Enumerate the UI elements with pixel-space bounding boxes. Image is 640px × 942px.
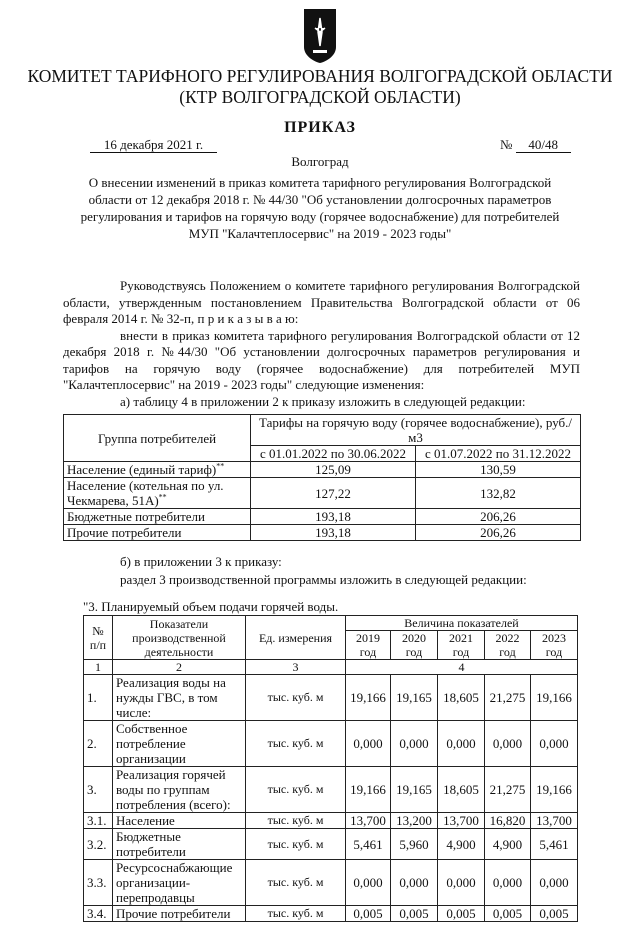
org-short-name: (КТР ВОЛГОГРАДСКОЙ ОБЛАСТИ)	[179, 87, 461, 107]
indicator-value: 0,000	[531, 860, 578, 906]
indicator-value: 13,700	[531, 813, 578, 829]
indicator-value: 0,000	[485, 860, 531, 906]
colnum: 4	[346, 660, 578, 675]
row-number: 1.	[84, 675, 113, 721]
group-name: Бюджетные потребители	[67, 509, 205, 524]
year-header: 2020 год	[391, 631, 438, 660]
header-period-1: с 01.01.2022 по 30.06.2022	[251, 446, 416, 462]
indicator-value: 0,000	[531, 721, 578, 767]
indicator-value: 0,000	[438, 721, 485, 767]
indicator-name: Реализация воды на нужды ГВС, в том числе:	[113, 675, 246, 721]
indicator-value: 0,000	[391, 860, 438, 906]
indicator-name: Реализация горячей воды по группам потребления (всего):	[113, 767, 246, 813]
paragraph-order: внести в приказ комитета тарифного регулирования Волгоградской области от 12 декабря 2018 г. №44/30 "Об установлении долгосрочных параметров регулирования и тарифов на горячую воду (горячее водоснабжение) для потребителей МУП "Калачтеплосервис" на 2019 - 2023 годы" следующие изменения:	[63, 327, 580, 392]
indicator-value: 21,275	[485, 767, 531, 813]
colnum: 3	[246, 660, 346, 675]
indicator-value: 19,166	[346, 767, 391, 813]
tariff-value: 193,18	[251, 525, 416, 541]
year-header: 2022 год	[485, 631, 531, 660]
indicator-value: 13,700	[438, 813, 485, 829]
year-header: 2023 год	[531, 631, 578, 660]
indicator-value: 0,005	[531, 906, 578, 922]
unit: тыс. куб. м	[246, 829, 346, 860]
indicator-value: 0,000	[438, 860, 485, 906]
subject: О внесении изменений в приказ комитета тарифного регулирования Волгоградской области от 12 декабря 2018 г. № 44/30 "Об установлении долгосрочных параметров регулирования и тарифов на горячую воду (горячее водоснабжение) для потребителей МУП "Калачтеплосервис" на 2019 - 2023 годы"	[80, 175, 560, 241]
date-number-row	[0, 137, 640, 154]
table-row	[64, 462, 581, 478]
table-row	[84, 906, 578, 922]
indicator-value: 0,005	[485, 906, 531, 922]
table-row	[64, 478, 581, 509]
unit: тыс. куб. м	[246, 721, 346, 767]
row-number: 3.4.	[84, 906, 113, 922]
header-unit: Ед. измерения	[246, 616, 346, 660]
indicator-value: 0,000	[346, 721, 391, 767]
tariff-value: 206,26	[416, 509, 581, 525]
table-row	[84, 829, 578, 860]
colnum: 2	[113, 660, 246, 675]
indicator-name: Собственное потребление организации	[113, 721, 246, 767]
indicator-value: 4,900	[438, 829, 485, 860]
indicator-value: 5,461	[531, 829, 578, 860]
header-indicator: Показатели производственной деятельности	[113, 616, 246, 660]
unit: тыс. куб. м	[246, 767, 346, 813]
tariff-table	[63, 414, 581, 541]
number-label: №	[500, 137, 513, 152]
body-text	[63, 278, 580, 410]
tariff-value: 132,82	[416, 478, 581, 509]
indicator-value: 0,005	[346, 906, 391, 922]
indicator-value: 16,820	[485, 813, 531, 829]
consumer-group	[64, 478, 251, 509]
paragraph-a: а) таблицу 4 в приложении 2 к приказу изложить в следующей редакции:	[120, 393, 526, 409]
paragraph-b2: раздел 3 производственной программы изложить в следующей редакции:	[120, 572, 527, 587]
indicator-value: 0,005	[438, 906, 485, 922]
year-header: 2019 год	[346, 631, 391, 660]
indicator-value: 5,960	[391, 829, 438, 860]
indicator-value: 18,605	[438, 767, 485, 813]
table-row	[84, 813, 578, 829]
table-row	[84, 675, 578, 721]
indicator-value: 18,605	[438, 675, 485, 721]
group-name: Население (единый тариф)	[67, 462, 217, 477]
row-number: 2.	[84, 721, 113, 767]
indicator-name: Население	[113, 813, 246, 829]
row-number: 3.3.	[84, 860, 113, 906]
unit: тыс. куб. м	[246, 860, 346, 906]
indicator-value: 0,000	[346, 860, 391, 906]
header-period-2: с 01.07.2022 по 31.12.2022	[416, 446, 581, 462]
row-number: 3.	[84, 767, 113, 813]
indicator-value: 19,166	[531, 675, 578, 721]
indicator-value: 4,900	[485, 829, 531, 860]
city: Волгоград	[291, 154, 349, 169]
header-tariffs: Тарифы на горячую воду (горячее водоснабжение), руб./м3	[251, 415, 581, 446]
footnote-mark: **	[158, 492, 167, 502]
group-name: Население (котельная по ул. Чекмарева, 51А)	[67, 478, 224, 508]
group-name: Прочие потребители	[67, 525, 182, 540]
indicator-value: 19,166	[346, 675, 391, 721]
water-volume-table	[83, 615, 578, 922]
footnote-mark: **	[216, 461, 225, 471]
org-name: КОМИТЕТ ТАРИФНОГО РЕГУЛИРОВАНИЯ ВОЛГОГРАДСКОЙ ОБЛАСТИ	[27, 66, 613, 86]
header-values: Величина показателей	[346, 616, 578, 631]
header-num: № п/п	[84, 616, 113, 660]
unit: тыс. куб. м	[246, 906, 346, 922]
header-group: Группа потребителей	[64, 415, 251, 462]
number-value: 40/48	[516, 137, 571, 153]
coat-of-arms-emblem	[303, 8, 337, 64]
tariff-value: 127,22	[251, 478, 416, 509]
indicator-value: 21,275	[485, 675, 531, 721]
section-title: "3. Планируемый объем подачи горячей воды.	[83, 599, 339, 614]
year-header: 2021 год	[438, 631, 485, 660]
indicator-value: 19,165	[391, 675, 438, 721]
unit: тыс. куб. м	[246, 813, 346, 829]
table-row	[84, 767, 578, 813]
document-type: ПРИКАЗ	[284, 119, 356, 136]
indicator-value: 19,165	[391, 767, 438, 813]
indicator-value: 19,166	[531, 767, 578, 813]
indicator-value: 13,200	[391, 813, 438, 829]
table-row	[84, 721, 578, 767]
document-number	[500, 137, 571, 153]
after-text	[63, 553, 580, 589]
indicator-value: 0,000	[485, 721, 531, 767]
consumer-group	[64, 509, 251, 525]
row-number: 3.2.	[84, 829, 113, 860]
tariff-value: 193,18	[251, 509, 416, 525]
consumer-group	[64, 462, 251, 478]
indicator-value: 5,461	[346, 829, 391, 860]
indicator-value: 13,700	[346, 813, 391, 829]
organization-title	[0, 66, 640, 108]
row-number: 3.1.	[84, 813, 113, 829]
paragraph-basis: Руководствуясь Положением о комитете тарифного регулирования Волгоградской области, утвержденным постановлением Правительства Волгоградской области от 06 февраля 2014 г. № 32-п, п р и к а з ы в а ю:	[63, 278, 580, 326]
tariff-value: 130,59	[416, 462, 581, 478]
table-row	[84, 860, 578, 906]
colnum: 1	[84, 660, 113, 675]
paragraph-b: б) в приложении 3 к приказу:	[120, 554, 282, 569]
table-row	[64, 525, 581, 541]
unit: тыс. куб. м	[246, 675, 346, 721]
indicator-name: Ресурсоснабжающие организации-перепродавцы	[113, 860, 246, 906]
consumer-group	[64, 525, 251, 541]
indicator-name: Бюджетные потребители	[113, 829, 246, 860]
indicator-value: 0,005	[391, 906, 438, 922]
document-date: 16 декабря 2021 г.	[90, 137, 217, 153]
tariff-value: 206,26	[416, 525, 581, 541]
indicator-value: 0,000	[391, 721, 438, 767]
table-row	[64, 509, 581, 525]
indicator-name: Прочие потребители	[113, 906, 246, 922]
tariff-value: 125,09	[251, 462, 416, 478]
